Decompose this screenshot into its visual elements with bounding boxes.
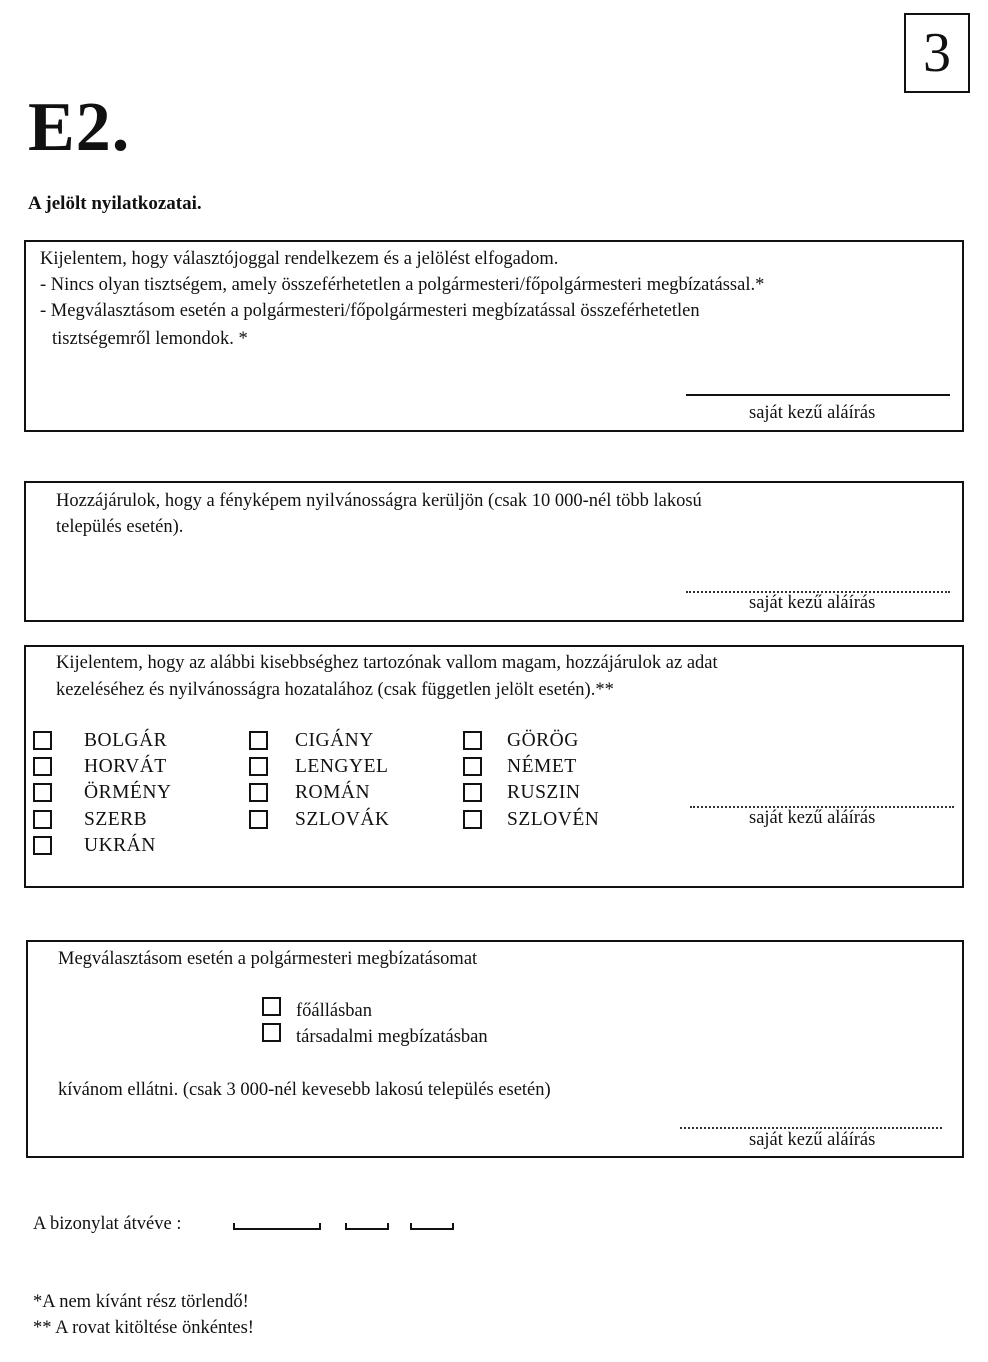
option-label-szloven: SZLOVÉN <box>507 809 600 830</box>
option-label-ormeny: ÖRMÉNY <box>84 782 172 803</box>
signature-label-3: saját kezű aláírás <box>749 808 876 828</box>
checkbox-bolgar[interactable] <box>33 731 52 750</box>
receipt-date-year-field[interactable] <box>233 1222 321 1230</box>
signature-label-4: saját kezű aláírás <box>749 1130 876 1150</box>
footnote-2: ** A rovat kitöltése önkéntes! <box>33 1318 254 1338</box>
checkbox-ukran[interactable] <box>33 836 52 855</box>
checkbox-roman[interactable] <box>249 783 268 802</box>
eligibility-line-4: tisztségemről lemondok. * <box>52 329 248 349</box>
signature-label-2: saját kezű aláírás <box>749 593 876 613</box>
checkbox-ormeny[interactable] <box>33 783 52 802</box>
signature-label-1: saját kezű aláírás <box>749 403 876 423</box>
eligibility-line-2: - Nincs olyan tisztségem, amely összeférhetetlen a polgármesteri/főpolgármesteri megbízatással.* <box>40 275 765 295</box>
mandate-line-2: kívánom ellátni. (csak 3 000-nél kevesebb lakosú település esetén) <box>58 1080 551 1100</box>
option-label-tarsadalmi: társadalmi megbízatásban <box>296 1027 488 1047</box>
signature-line-4[interactable] <box>680 1127 942 1129</box>
option-label-foallasban: főállásban <box>296 1001 373 1021</box>
option-label-nemet: NÉMET <box>507 756 577 777</box>
option-label-cigany: CIGÁNY <box>295 730 374 751</box>
minority-line-1: Kijelentem, hogy az alábbi kisebbséghez tartozónak vallom magam, hozzájárulok az adat <box>56 653 718 673</box>
receipt-date-month-field[interactable] <box>345 1222 389 1230</box>
form-code: E2. <box>28 89 131 166</box>
option-label-ukran: UKRÁN <box>84 835 156 856</box>
declaration-box-mandate <box>26 940 964 1158</box>
checkbox-ruszin[interactable] <box>463 783 482 802</box>
signature-line-1[interactable] <box>686 394 950 396</box>
eligibility-line-1: Kijelentem, hogy választójoggal rendelkezem és a jelölést elfogadom. <box>40 249 559 269</box>
checkbox-horvat[interactable] <box>33 757 52 776</box>
checkbox-szerb[interactable] <box>33 810 52 829</box>
page-number-box: 3 <box>904 13 970 93</box>
photo-consent-line-1: Hozzájárulok, hogy a fényképem nyilvánosságra kerüljön (csak 10 000-nél több lakosú <box>56 491 702 511</box>
eligibility-line-3: - Megválasztásom esetén a polgármesteri/főpolgármesteri megbízatással összeférhetetlen <box>40 301 700 321</box>
checkbox-nemet[interactable] <box>463 757 482 776</box>
checkbox-szloven[interactable] <box>463 810 482 829</box>
option-label-szlovak: SZLOVÁK <box>295 809 390 830</box>
option-label-szerb: SZERB <box>84 809 148 830</box>
checkbox-gorog[interactable] <box>463 731 482 750</box>
option-label-horvat: HORVÁT <box>84 756 167 777</box>
receipt-date-day-field[interactable] <box>410 1222 454 1230</box>
checkbox-foallasban[interactable] <box>262 997 281 1016</box>
checkbox-lengyel[interactable] <box>249 757 268 776</box>
photo-consent-line-2: település esetén). <box>56 517 184 537</box>
mandate-line-1: Megválasztásom esetén a polgármesteri megbízatásomat <box>58 949 478 969</box>
option-label-roman: ROMÁN <box>295 782 371 803</box>
checkbox-szlovak[interactable] <box>249 810 268 829</box>
footnote-1: *A nem kívánt rész törlendő! <box>33 1292 249 1312</box>
form-subtitle: A jelölt nyilatkozatai. <box>28 193 202 214</box>
option-label-bolgar: BOLGÁR <box>84 730 168 751</box>
receipt-label: A bizonylat átvéve : <box>33 1214 182 1234</box>
checkbox-cigany[interactable] <box>249 731 268 750</box>
option-label-ruszin: RUSZIN <box>507 782 581 803</box>
minority-line-2: kezeléséhez és nyilvánosságra hozatalához (csak független jelölt esetén).** <box>56 680 614 700</box>
checkbox-tarsadalmi[interactable] <box>262 1023 281 1042</box>
option-label-gorog: GÖRÖG <box>507 730 579 751</box>
option-label-lengyel: LENGYEL <box>295 756 389 777</box>
